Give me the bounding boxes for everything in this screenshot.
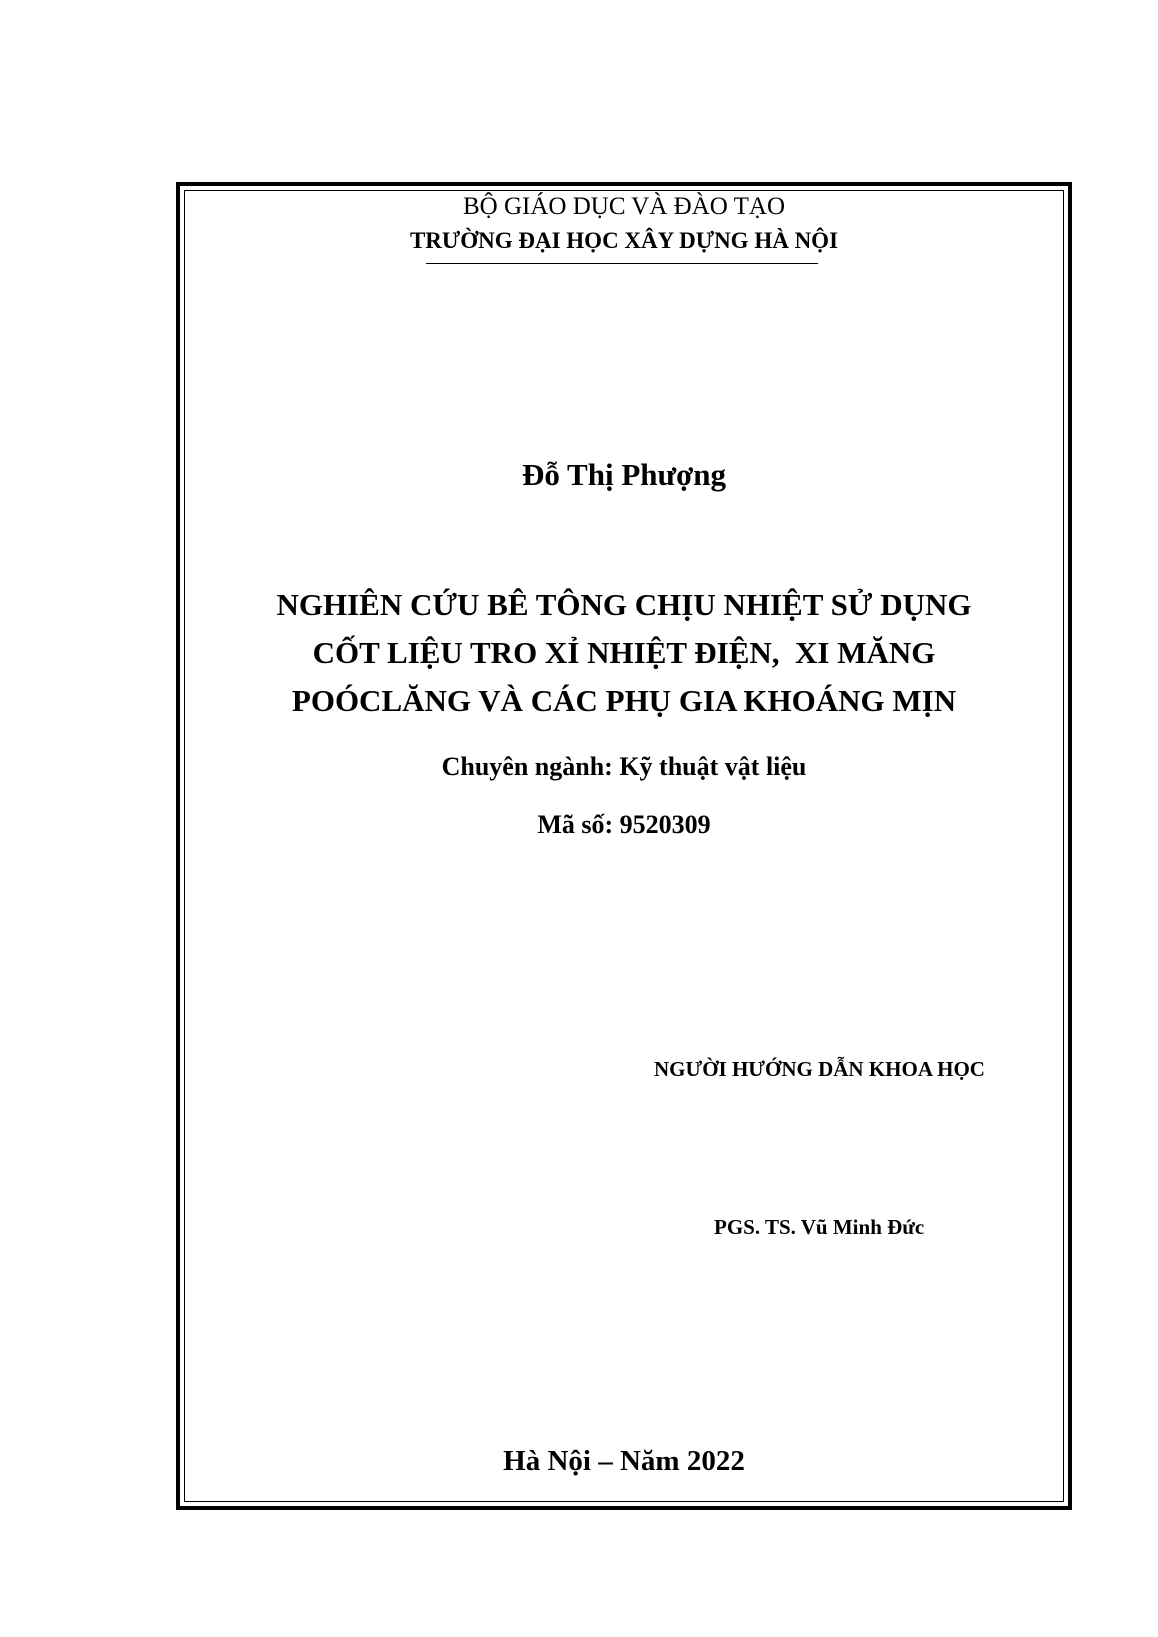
- place-and-year: Hà Nội – Năm 2022: [503, 1445, 745, 1477]
- major-field: Chuyên ngành: Kỹ thuật vật liệu: [441, 752, 807, 781]
- university-name: TRƯỜNG ĐẠI HỌC XÂY DỰNG HÀ NỘI: [409, 228, 839, 253]
- supervisor-name: PGS. TS. Vũ Minh Đức: [714, 1215, 925, 1239]
- thesis-title-line-2: CỐT LIỆU TRO XỈ NHIỆT ĐIỆN, XI MĂNG: [312, 635, 936, 670]
- thesis-title-line-1: NGHIÊN CỨU BÊ TÔNG CHỊU NHIỆT SỬ DỤNG: [276, 587, 972, 622]
- page-border-inner: [184, 190, 1064, 1502]
- thesis-title-line-3: POÓCLĂNG VÀ CÁC PHỤ GIA KHOÁNG MỊN: [291, 683, 957, 718]
- university-underline: [426, 263, 818, 264]
- author-name: Đỗ Thị Phượng: [521, 457, 727, 492]
- major-code: Mã số: 9520309: [537, 810, 711, 839]
- supervisor-label: NGƯỜI HƯỚNG DẪN KHOA HỌC: [654, 1057, 985, 1081]
- ministry-name: BỘ GIÁO DỤC VÀ ĐÀO TẠO: [463, 193, 785, 220]
